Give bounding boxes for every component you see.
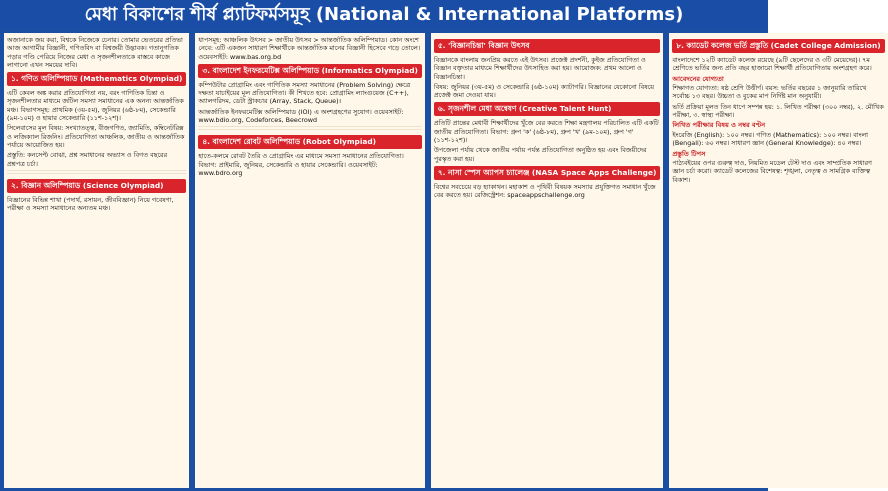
- section-heading-cadet: ৮. ক্যাডেট কলেজ ভর্তি প্রস্তুতি (Cadet College Admission): [672, 39, 884, 53]
- section-heading-science: ২. বিজ্ঞান অলিম্পিয়াড (Science Olympiad): [7, 179, 186, 193]
- subheading-tips: প্রস্তুতি টিপস: [672, 149, 706, 158]
- science-description: বিজ্ঞানের বিভিন্ন শাখা (পদার্থ, রসায়ন, জীববিজ্ঞান) নিয়ে গবেষণা, পরীক্ষা ও সমস্যা সমাধানের অন্যতম মঞ্চ।: [7, 195, 174, 213]
- festival-categories: বিষয়: জুনিয়র (৩য়-৫ম) ও সেকেন্ডারি (৬ষ্ঠ-১০ম) ক্যাটাগরি। বিজ্ঞানের যেকোনো বিষয়ে প্রজেক্ট জমা দেওয়া যায়।: [433, 82, 655, 100]
- column-3: [431, 33, 664, 488]
- subheading-eligibility: আবেদনের যোগ্যতা: [672, 74, 724, 83]
- section-heading-math: ১. গণিত অলিম্পিয়াড (Mathematics Olympiad): [7, 72, 186, 86]
- content-grid: [4, 33, 884, 488]
- intro-text: অজানাকে জয় করা, বিশ্বকে নিজেকে চেনার। তোমার ভেতরের প্রতিভা আজ আগামীর বিজ্ঞানী, গণিতবিদ বা বিশ্বজয়ী উদ্ভাবক। গতানুগতিক পড়ার গণ্ডি পেরিয়ে নিজের মেধা ও সৃজনশীলতাকে বাস্তবে কাজে লাগানো এখন সময়ের দাবি।: [7, 36, 183, 69]
- math-description: এটি কেবল অঙ্ক করার প্রতিযোগিতা নয়, বরং গাণিতিক চিন্তা ও সৃজনশীলতার মাধ্যমে জটিল সমস্যা সমাধানের এক অনন্য আন্তর্জাতিক মঞ্চ। বিভাগসমূহ: প্রাথমিক (৩য়-৫ম), জুনিয়র (৬ষ্ঠ-৮ম), সেকেন্ডারি (৯ম-১০ম) ও হায়ার সেকেন্ডারি (১১শ-১২শ)।: [7, 89, 184, 123]
- informatics-website: আন্তর্জাতিক ইনফরমেটিক্স অলিম্পিয়াড (IOI) এ অংশগ্রহণের সুযোগ। ওয়েবসাইট: www.bdio.org, Codeforces, Beecrowd: [198, 107, 404, 125]
- section-heading-talent-hunt: ৬. সৃজনশীল মেধা অন্বেষণ (Creative Talent Hunt): [434, 102, 661, 116]
- cadet-process: ভর্তি প্রক্রিয়া মূলত তিন ধাপে সম্পন্ন হয়: ১. লিখিত পরীক্ষা (৩০০ নম্বর), ২. মৌখিক পরীক্ষা, ৩. স্বাস্থ্য পরীক্ষা।: [672, 102, 884, 120]
- informatics-description: কম্পিউটার প্রোগ্রামিং এবং গাণিতিক সমস্যা সমাধানের (Problem Solving) ক্ষেত্রে দক্ষতা যাচাইয়ের মূল প্রতিযোগিতা। কী শিখতে হবে: প্রোগ্রামিং ল্যাংগুয়েজ (C++), অ্যালগরিদম, ডেটা স্ট্রাকচার (Array, Stack, Queue)।: [198, 80, 411, 106]
- page-title: মেধা বিকাশের শীর্ষ প্ল্যাটফর্মসমূহ (National & International Platforms): [0, 0, 768, 30]
- math-syllabus: সিলেবাসের মূল বিষয়: সংখ্যাতত্ত্ব, বীজগণিত, জ্যামিতি, কম্বিনেটরিক্স ও লজিক্যাল রিজনিং। প্রতিযোগিতা আঞ্চলিক, জাতীয় ও আন্তর্জাতিক পর্যায়ে আয়োজিত হয়।: [7, 124, 185, 149]
- cadet-description: বাংলাদেশে ১২টি ক্যাডেট কলেজ রয়েছে (৯টি ছেলেদের ও ৩টি মেয়েদের)। ৭ম শ্রেণিতে ভর্তির জন্য প্রতি বছর হাজারো শিক্ষার্থী প্রতিযোগিতায় অংশগ্রহণ করে।: [672, 56, 872, 73]
- talent-hunt-stages: উপজেলা পর্যায় থেকে জাতীয় পর্যায় পর্যন্ত প্রতিযোগিতা অনুষ্ঠিত হয় এবং বিজয়ীদের পুরস্কৃত করা হয়।: [433, 146, 647, 163]
- section-heading-nasa: ৭. নাসা স্পেস অ্যাপস চ্যালেঞ্জ (NASA Space Apps Challenge): [434, 166, 661, 180]
- column-1: [4, 33, 189, 488]
- robot-description: হাতে-কলমে রোবট তৈরি ও প্রোগ্রামিং এর মাধ্যমে সমস্যা সমাধানের প্রতিযোগিতা। বিভাগ: প্রাইমারি, জুনিয়র, সেকেন্ডারি ও হায়ার সেকেন্ডারি। ওয়েবসাইট: www.bdro.org: [198, 152, 404, 177]
- cadet-eligibility: শিক্ষাগত যোগ্যতা: ষষ্ঠ শ্রেণি উত্তীর্ণ। বয়স: ভর্তির বছরের ১ জানুয়ারি তারিখে সর্বোচ্চ ১৩ বছর। উচ্চতা ও বুকের মাপ নির্দিষ্ট মান অনুযায়ী।: [672, 84, 867, 101]
- math-preparation: প্রস্তুতি: কনসেপ্ট বোঝা, প্রশ্ন সমাধানের অভ্যাস ও বিগত বছরের প্রশ্নপত্র চর্চা।: [7, 151, 168, 168]
- section-heading-science-festival: ৫. 'বিজ্ঞানচিন্তা' বিজ্ঞান উৎসব: [434, 39, 661, 53]
- text-lines: [7, 170, 186, 176]
- talent-hunt-description: প্রতিটি প্রান্তের মেধাবী শিক্ষার্থীদের খুঁজে বের করতে শিক্ষা মন্ত্রণালয় পরিচালিত এটি একটি জাতীয় প্রতিযোগিতা। বিভাগ: গ্রুপ 'ক' (৬ষ্ঠ-৮ম), গ্রুপ 'খ' (৯ম-১০ম), গ্রুপ 'গ' (১১শ-১২শ)।: [433, 119, 659, 145]
- column-4: [669, 33, 887, 488]
- festival-description: বিজ্ঞানকে বাংলায় জনপ্রিয় করতে এই উৎসব। প্রজেক্ট প্রদর্শনী, কুইজ প্রতিযোগিতা ও বিজ্ঞান বক্তৃতার মাধ্যমে শিক্ষার্থীদের উৎসাহিত করা হয়। আয়োজক: প্রথম আলো ও বিজ্ঞানচিন্তা।: [433, 56, 646, 81]
- section-heading-robot: ৪. বাংলাদেশ রোবট অলিম্পিয়াড (Robot Olympiad): [198, 135, 421, 149]
- nasa-description: বিশ্বের সবচেয়ে বড় হ্যাকাথন। মহাকাশ ও পৃথিবী বিষয়ক সমস্যার প্রযুক্তিগত সমাধান খুঁজে বের করতে হয়। রেজিস্ট্রেশন: spaceappschallenge.org: [433, 182, 656, 200]
- column-2: [195, 33, 424, 488]
- section-heading-informatics: ৩. বাংলাদেশ ইনফরমেটিক্স অলিম্পিয়াড (Informatics Olympiad): [198, 64, 421, 78]
- subheading-marks: লিখিত পরীক্ষার বিষয় ও নম্বর বণ্টন: [672, 121, 766, 130]
- cadet-tips: পাঠ্যবইয়ের ওপর গুরুত্ব দাও, নিয়মিত মডেল টেস্ট দাও এবং সাম্প্রতিক সাধারণ জ্ঞান চর্চা করো। ক্যাডেট কলেজের বিশেষত্ব: শৃঙ্খলা, নেতৃত্ব ও সামগ্রিক ব্যক্তিত্ব বিকাশ।: [672, 159, 872, 184]
- science-steps: ধাপসমূহ: আঞ্চলিক উৎসব > জাতীয় উৎসব > আন্তর্জাতিক অলিম্পিয়াড। কোন অংশে নেবে: এটি একজন সাধারণ শিক্ষার্থীকে আন্তর্জাতিক মানের বিজ্ঞানী হিসেবে গড়ে তোলে। ওয়েবসাইট: www.bas.org.bd: [198, 36, 421, 61]
- text-lines: [198, 126, 421, 132]
- cadet-marks: ইংরেজি (English): ১০০ নম্বর। গণিত (Mathematics): ১০০ নম্বর। বাংলা (Bengali): ৬০ নম্বর। সাধারণ জ্ঞান (General Knowledge): ৪০ নম্বর।: [672, 130, 868, 148]
